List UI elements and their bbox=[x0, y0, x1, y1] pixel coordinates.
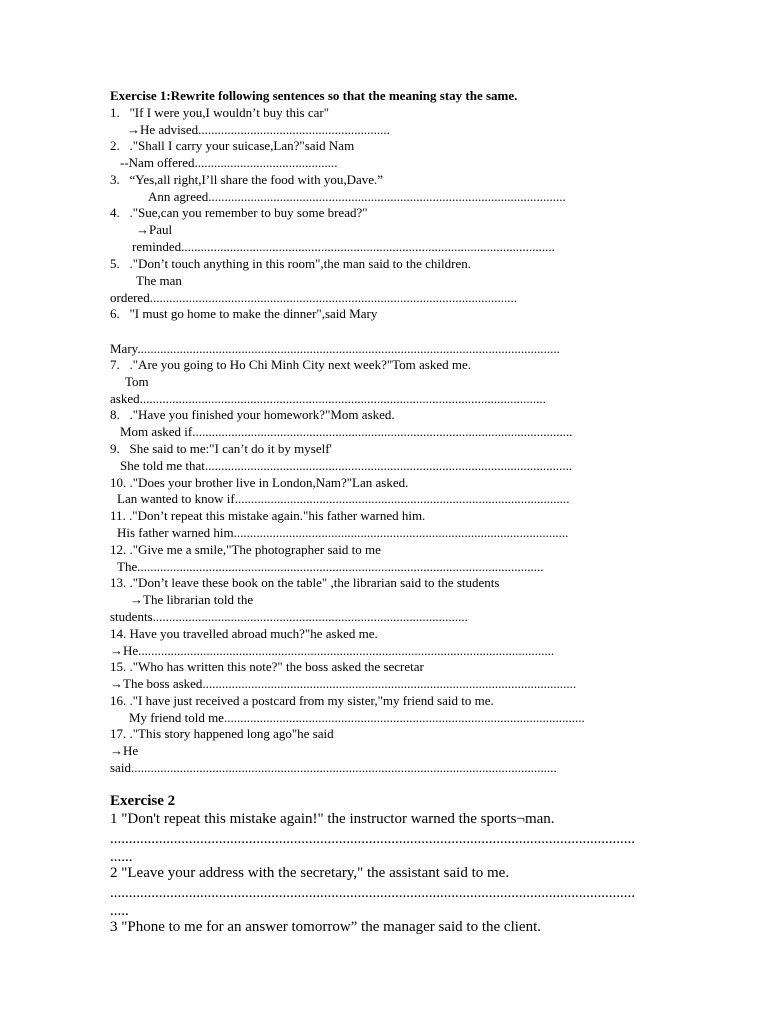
ex2-line: 3 "Phone to me for an answer tomorrow” the manager said to the client. bbox=[110, 919, 541, 935]
ex1-line: 8. ."Have you finished your homework?"Mom asked. bbox=[110, 407, 395, 422]
ex1-line: students................................................................................................. bbox=[110, 609, 468, 624]
ex1-line: asked............................................................................................................................. bbox=[110, 391, 546, 406]
ex1-line: 11. ."Don’t repeat this mistake again."his father warned him. bbox=[110, 508, 426, 523]
exercise2-title: Exercise 2 bbox=[110, 793, 176, 809]
ex1-line: 10. ."Does your brother live in London,Nam?"Lan asked. bbox=[110, 475, 409, 490]
ex1-line: →The librarian told the bbox=[130, 592, 254, 607]
ex1-line: 14. Have you travelled abroad much?"he asked me. bbox=[110, 626, 378, 641]
ex1-line: 4. ."Sue,can you remember to buy some bread?" bbox=[110, 205, 368, 220]
ex2-line: 2 "Leave your address with the secretary," the assistant said to me. bbox=[110, 865, 510, 881]
ex1-line: Lan wanted to know if....................................................................................................... bbox=[117, 491, 570, 506]
ex1-line: 17. ."This story happened long ago"he said bbox=[110, 726, 334, 741]
ex1-line: Tom bbox=[125, 374, 149, 389]
ex1-line: ordered................................................................................................................. bbox=[110, 290, 517, 305]
ex1-line: →The boss asked................................................................................................................... bbox=[110, 676, 577, 691]
ex1-line: 13. ."Don’t leave these book on the table" ,the librarian said to the students bbox=[110, 575, 500, 590]
ex2-line: ............................................................................................................................................ bbox=[110, 885, 635, 901]
ex1-line: 5. ."Don’t touch anything in this room",the man said to the children. bbox=[110, 256, 471, 271]
ex1-line: 9. She said to me:"I can’t do it by myself' bbox=[110, 441, 332, 456]
ex1-line: 7. ."Are you going to Ho Chi Minh City next week?"Tom asked me. bbox=[110, 357, 472, 372]
ex1-line: 15. ."Who has written this note?" the boss asked the secretar bbox=[110, 659, 424, 674]
ex1-line: →He................................................................................................................................ bbox=[110, 643, 555, 658]
ex1-line: The man bbox=[136, 273, 182, 288]
ex2-line: ..... bbox=[110, 903, 129, 919]
ex1-line: My friend told me............................................................................................................... bbox=[129, 710, 585, 725]
exercise1-title: Exercise 1:Rewrite following sentences so that the meaning stay the same. bbox=[110, 88, 518, 103]
ex1-line: 3. “Yes,all right,I’ll share the food with you,Dave.” bbox=[110, 172, 384, 187]
ex1-line: said................................................................................................................................... bbox=[110, 760, 557, 775]
ex1-line: →Paul bbox=[136, 222, 173, 237]
ex2-line: ...... bbox=[110, 849, 133, 865]
ex1-line: Ann agreed.............................................................................................................. bbox=[148, 189, 566, 204]
ex2-line: 1 "Don't repeat this mistake again!" the instructor warned the sports¬man. bbox=[110, 811, 555, 827]
ex1-line: Mom asked if..................................................................................................................... bbox=[120, 424, 573, 439]
ex1-line: She told me that................................................................................................................. bbox=[120, 458, 573, 473]
ex1-line: 16. ."I have just received a postcard from my sister,"my friend said to me. bbox=[110, 693, 494, 708]
ex1-line: 2. ."Shall I carry your suicase,Lan?"said Nam bbox=[110, 138, 355, 153]
ex1-line: Mary.................................................................................................................................. bbox=[110, 341, 560, 356]
ex1-line: The............................................................................................................................. bbox=[117, 559, 544, 574]
ex1-line: 12. ."Give me a smile,"The photographer said to me bbox=[110, 542, 381, 557]
ex1-line: 1. "If I were you,I wouldn’t buy this car" bbox=[110, 105, 330, 120]
ex1-line: --Nam offered............................................ bbox=[120, 155, 338, 170]
ex1-line: His father warned him....................................................................................................... bbox=[117, 525, 569, 540]
ex1-line: reminded................................................................................................................... bbox=[132, 239, 555, 254]
ex1-line: →He bbox=[110, 743, 139, 758]
ex2-line: ............................................................................................................................................ bbox=[110, 831, 635, 847]
ex1-line: →He advised........................................................... bbox=[127, 122, 390, 137]
ex1-line: 6. "I must go home to make the dinner",said Mary bbox=[110, 306, 378, 321]
